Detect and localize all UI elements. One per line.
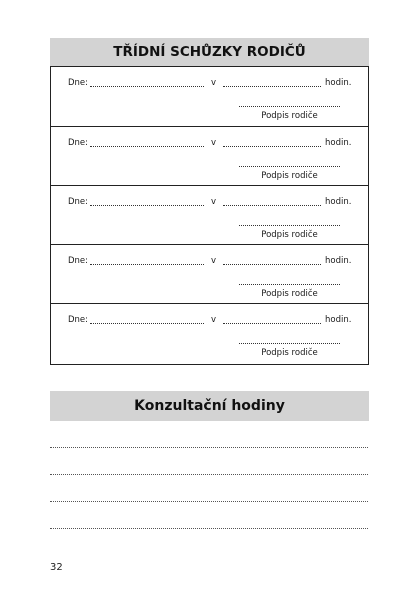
time-prefix-label: v (211, 197, 217, 207)
date-field[interactable] (90, 323, 204, 324)
time-field[interactable] (223, 264, 321, 265)
date-field[interactable] (90, 146, 204, 147)
signature-field[interactable] (239, 106, 340, 107)
time-field[interactable] (223, 205, 321, 206)
meeting-entry (50, 186, 369, 245)
consultation-line[interactable] (50, 501, 368, 502)
date-label: Dne: (68, 315, 89, 325)
signature-label: Podpis rodiče (261, 348, 318, 358)
time-suffix-label: hodin. (325, 315, 352, 325)
consultation-line[interactable] (50, 474, 368, 475)
signature-label: Podpis rodiče (261, 171, 318, 181)
time-field[interactable] (223, 86, 321, 87)
date-label: Dne: (68, 138, 89, 148)
time-suffix-label: hodin. (325, 197, 352, 207)
time-suffix-label: hodin. (325, 138, 352, 148)
date-field[interactable] (90, 205, 204, 206)
date-label: Dne: (68, 78, 89, 88)
time-prefix-label: v (211, 78, 217, 88)
date-field[interactable] (90, 264, 204, 265)
page-number: 32 (50, 562, 63, 573)
time-field[interactable] (223, 146, 321, 147)
time-field[interactable] (223, 323, 321, 324)
signature-field[interactable] (239, 166, 340, 167)
time-prefix-label: v (211, 315, 217, 325)
date-label: Dne: (68, 197, 89, 207)
signature-field[interactable] (239, 284, 340, 285)
signature-field[interactable] (239, 225, 340, 226)
meeting-entry (50, 66, 369, 127)
signature-label: Podpis rodiče (261, 289, 318, 299)
date-field[interactable] (90, 86, 204, 87)
signature-label: Podpis rodiče (261, 230, 318, 240)
meetings-section-title: TŘÍDNÍ SCHŮZKY RODIČŮ (50, 38, 369, 66)
meeting-entry (50, 127, 369, 186)
time-prefix-label: v (211, 256, 217, 266)
consultation-section-title: Konzultační hodiny (50, 391, 369, 421)
time-suffix-label: hodin. (325, 78, 352, 88)
time-prefix-label: v (211, 138, 217, 148)
meeting-entry (50, 304, 369, 365)
signature-field[interactable] (239, 343, 340, 344)
time-suffix-label: hodin. (325, 256, 352, 266)
signature-label: Podpis rodiče (261, 111, 318, 121)
meeting-entry (50, 245, 369, 304)
date-label: Dne: (68, 256, 89, 266)
consultation-line[interactable] (50, 528, 368, 529)
consultation-line[interactable] (50, 447, 368, 448)
